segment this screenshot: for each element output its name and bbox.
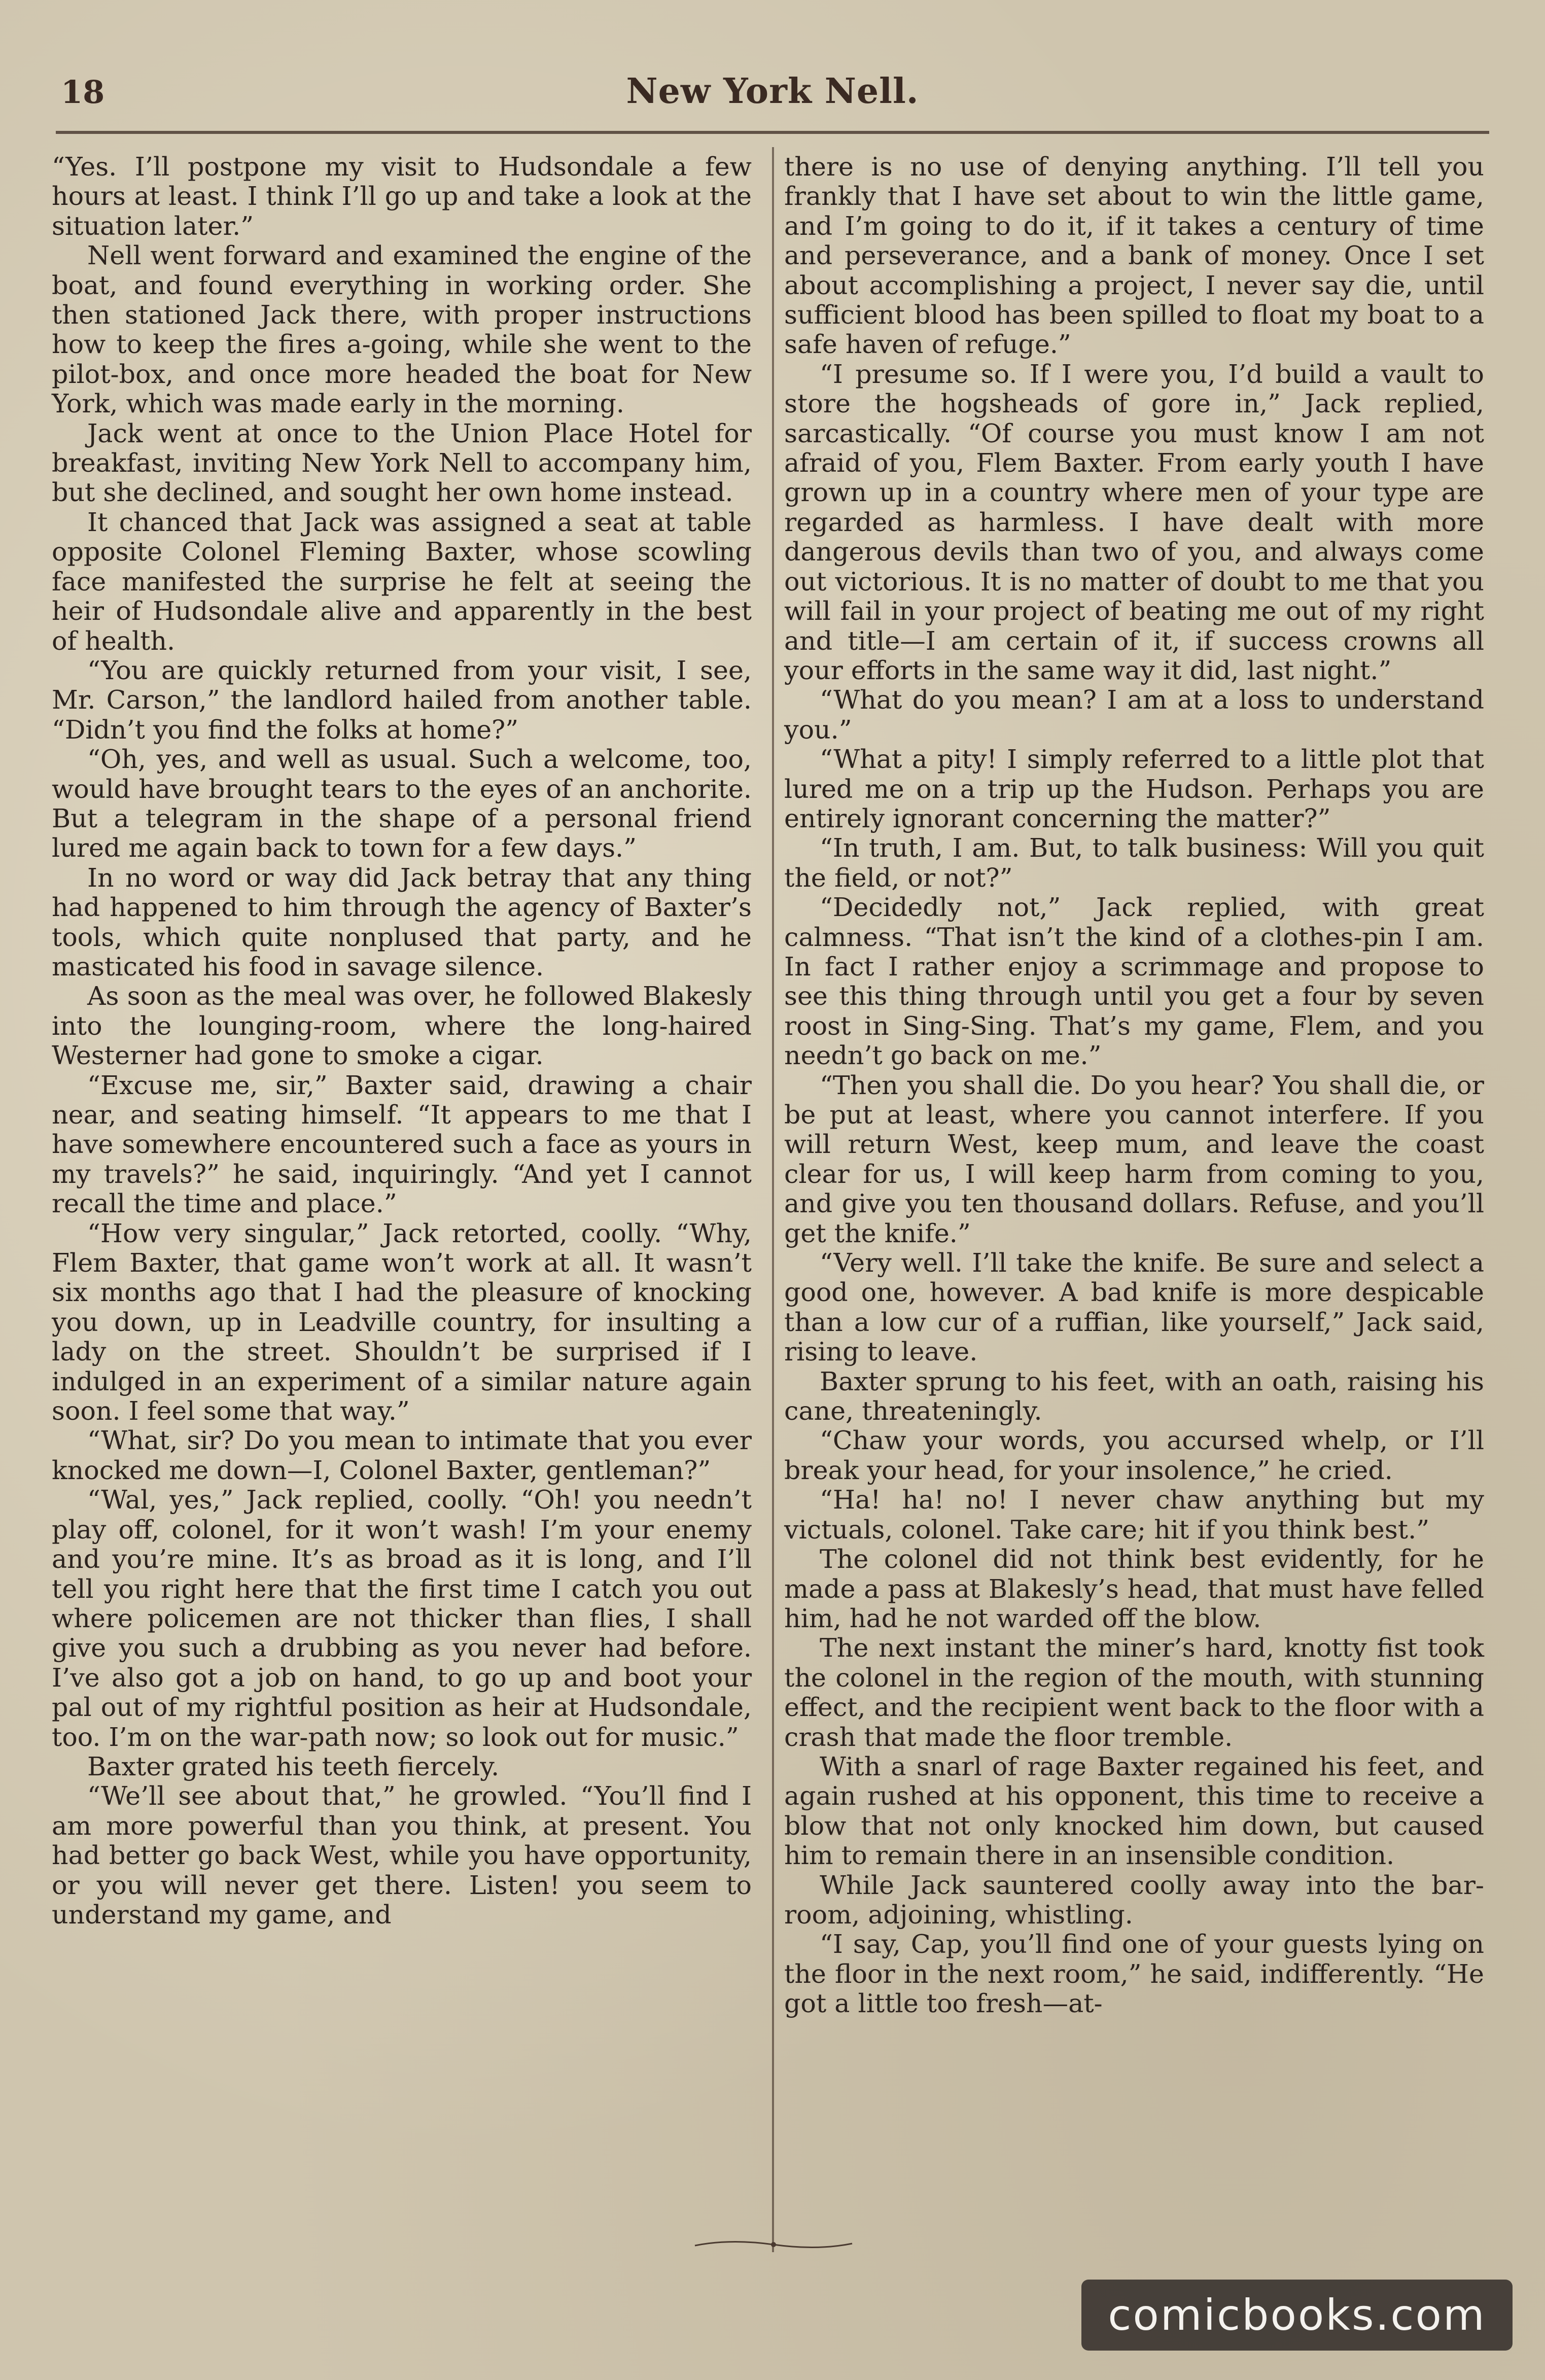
paragraph: “Then you shall die. Do you hear? You shall die, or be put at least, where you cannot interfere. If you will return West, keep mum, and leave the coast clear for us, I will keep harm from coming to you, and give you ten thousand dollars. Refuse, and you’ll get the knife.” (784, 1070, 1484, 1248)
paragraph: With a snarl of rage Baxter regained his feet, and again rushed at his opponent, this time to receive a blow that not only knocked him down, but caused him to remain there in an insensible condition. (784, 1751, 1484, 1871)
paragraph: “In truth, I am. But, to talk business: Will you quit the field, or not?” (784, 833, 1484, 893)
footer-ornament (690, 2234, 857, 2255)
paragraph: The colonel did not think best evidently, for he made a pass at Blakesly’s head, that must have felled him, had he not warded off the blow. (784, 1544, 1484, 1633)
paragraph: “I say, Cap, you’ll find one of your guests lying on the floor in the next room,” he said, indifferently. “He got a little too fresh—at- (784, 1929, 1484, 2019)
watermark: comicbooks.com (1081, 2280, 1513, 2351)
paragraph: “What do you mean? I am at a loss to understand you.” (784, 685, 1484, 745)
paragraph: “Yes. I’ll postpone my visit to Hudsondale a few hours at least. I think I’ll go up and take a look at the situation later.” (52, 152, 752, 241)
paragraph: “Excuse me, sir,” Baxter said, drawing a chair near, and seating himself. “It appears to me that I have somewhere encountered such a face as yours in my travels?” he said, inquiringly. “And yet I cannot recall the time and place.” (52, 1070, 752, 1219)
paragraph: “Ha! ha! no! I never chaw anything but my victuals, colonel. Take care; hit if you think best.” (784, 1485, 1484, 1545)
right-column (784, 152, 1484, 2019)
paragraph: Baxter grated his teeth fiercely. (87, 1751, 500, 1781)
paragraph: It chanced that Jack was assigned a seat at table opposite Colonel Fleming Baxter, whose scowling face manifested the surprise he felt at seeing the heir of Hudsondale alive and apparently in the best of health. (52, 507, 752, 656)
paragraph: “Oh, yes, and well as usual. Such a welcome, too, would have brought tears to the eyes of an anchorite. But a telegram in the shape of a personal friend lured me again back to town for a few days.” (52, 744, 752, 863)
paragraph: Nell went forward and examined the engine of the boat, and found everything in working order. She then stationed Jack there, with proper instructions how to keep the fires a-going, while she went to the pilot-box, and once more headed the boat for New York, which was made early in the morning. (52, 240, 752, 419)
page-number: 18 (61, 74, 105, 111)
paragraph: The next instant the miner’s hard, knotty fist took the colonel in the region of the mouth, with stunning effect, and the recipient went back to the floor with a crash that made the floor tremble. (784, 1633, 1484, 1752)
paragraph: Jack went at once to the Union Place Hotel for breakfast, inviting New York Nell to accompany him, but she declined, and sought her own home instead. (52, 418, 752, 508)
paragraph: “How very singular,” Jack retorted, coolly. “Why, Flem Baxter, that game won’t work at all. It wasn’t six months ago that I had the pleasure of knocking you down, up in Leadville country, for insulting a lady on the street. Shouldn’t be surprised if I indulged in an experiment of a similar nature again soon. I feel some that way.” (52, 1218, 752, 1426)
paragraph: Baxter sprung to his feet, with an oath, raising his cane, threateningly. (784, 1366, 1484, 1426)
running-head-title: New York Nell. (626, 71, 919, 112)
paragraph: As soon as the meal was over, he followed Blakesly into the lounging-room, where the long-haired Westerner had gone to smoke a cigar. (52, 981, 752, 1071)
paragraph: “Decidedly not,” Jack replied, with great calmness. “That isn’t the kind of a clothes-pin I am. In fact I rather enjoy a scrimmage and propose to see this thing through until you get a four by seven roost in Sing-Sing. That’s my game, Flem, and you needn’t go back on me.” (784, 892, 1484, 1071)
paragraph: “We’ll see about that,” he growled. “You’ll find I am more powerful than you think, at present. You had better go back West, while you have opportunity, or you will never get there. Listen! you seem to understand my game, and (52, 1781, 752, 1930)
paragraph: “Very well. I’ll take the knife. Be sure and select a good one, however. A bad knife is more despicable than a low cur of a ruffian, like yourself,” Jack said, rising to leave. (784, 1248, 1484, 1367)
ornament-flourish-icon (690, 2234, 857, 2255)
paragraph: In no word or way did Jack betray that any thing had happened to him through the agency of Baxter’s tools, which quite nonplused that party, and he masticated his food in savage silence. (52, 862, 752, 982)
paragraph: “Chaw your words, you accursed whelp, or I’ll break your head, for your insolence,” he cried. (784, 1425, 1484, 1485)
left-column (52, 152, 752, 1930)
paragraph: While Jack sauntered coolly away into the bar-room, adjoining, whistling. (784, 1870, 1484, 1930)
paragraph: there is no use of denying anything. I’ll tell you frankly that I have set about to win the little game, and I’m going to do it, if it takes a century of time and perseverance, and a bank of money. Once I set about accomplishing a project, I never say die, until sufficient blood has been spilled to float my boat to a safe haven of refuge.” (784, 152, 1484, 360)
paragraph: “What a pity! I simply referred to a little plot that lured me on a trip up the Hudson. Perhaps you are entirely ignorant concerning the matter?” (784, 744, 1484, 833)
paragraph: “What, sir? Do you mean to intimate that you ever knocked me down—I, Colonel Baxter, gentleman?” (52, 1425, 752, 1485)
header-rule (56, 131, 1489, 134)
paragraph: “Wal, yes,” Jack replied, coolly. “Oh! you needn’t play off, colonel, for it won’t wash! I’m your enemy and you’re mine. It’s as broad as it is long, and I’ll tell you right here that the first time I catch you out where policemen are not thicker than flies, I shall give you such a drubbing as you never had before. I’ve also got a job on hand, to go up and boot your pal out of my rightful position as heir at Hudsondale, too. I’m on the war-path now; so look out for music.” (52, 1485, 752, 1752)
column-divider (772, 147, 774, 2252)
paragraph: “You are quickly returned from your visit, I see, Mr. Carson,” the landlord hailed from another table. “Didn’t you find the folks at home?” (52, 655, 752, 745)
paragraph: “I presume so. If I were you, I’d build a vault to store the hogsheads of gore in,” Jack replied, sarcastically. “Of course you must know I am not afraid of you, Flem Baxter. From early youth I have grown up in a country where men of your type are regarded as harmless. I have dealt with more dangerous devils than two of you, and always come out victorious. It is no matter of doubt to me that you will fail in your project of beating me out of my right and title—I am certain of it, if success crowns all your efforts in the same way it did, last night.” (784, 359, 1484, 685)
